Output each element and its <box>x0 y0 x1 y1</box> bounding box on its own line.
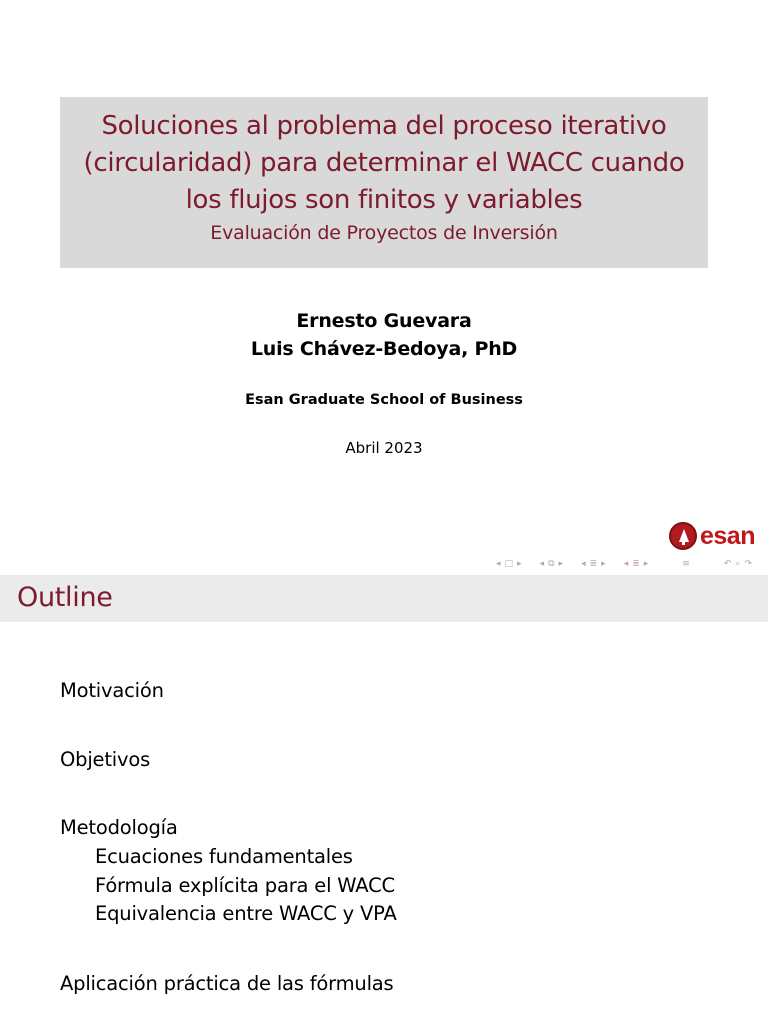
outline-slide <box>0 575 768 1024</box>
authors <box>0 307 768 363</box>
beamer-navigation-bar <box>496 557 762 571</box>
nav-left-arrow-icon[interactable]: ◂ <box>581 559 586 569</box>
nav-frame-icon[interactable]: □ <box>504 559 514 569</box>
nav-redo-icon[interactable]: ↷ <box>744 559 752 569</box>
toc-subsection-ecuaciones[interactable]: Ecuaciones fundamentales <box>95 845 353 868</box>
toc-section-motivacion[interactable]: Motivación <box>60 679 164 702</box>
toc-section-aplicacion[interactable]: Aplicación práctica de las fórmulas <box>60 972 394 995</box>
toc-subsection-equivalencia[interactable]: Equivalencia entre WACC y VPA <box>95 902 397 925</box>
nav-right-arrow-icon[interactable]: ▸ <box>601 559 606 569</box>
nav-search-icon[interactable]: ⌕ <box>735 559 741 569</box>
presentation-date: Abril 2023 <box>345 439 423 457</box>
esan-seal-icon <box>669 522 697 550</box>
frame-title-bar <box>0 575 768 622</box>
logo-wordmark: esan <box>700 521 755 550</box>
nav-right-arrow-icon[interactable]: ▸ <box>643 559 649 569</box>
title-line-1: Soluciones al problema del proceso iterativo <box>101 111 667 141</box>
institute: Esan Graduate School of Business <box>245 392 523 408</box>
toc-subsection-formula[interactable]: Fórmula explícita para el WACC <box>95 874 395 897</box>
nav-right-arrow-icon[interactable]: ▸ <box>558 559 564 569</box>
frame-title: Outline <box>17 582 113 613</box>
toc-section-objetivos[interactable]: Objetivos <box>60 748 151 771</box>
nav-undo-icon[interactable]: ↶ <box>723 559 732 569</box>
nav-left-arrow-icon[interactable]: ◂ <box>623 559 629 569</box>
presentation-subtitle: Evaluación de Proyectos de Inversión <box>210 222 558 244</box>
title-box <box>60 97 708 268</box>
nav-left-arrow-icon[interactable]: ◂ <box>539 559 545 569</box>
presentation-title <box>60 108 708 219</box>
nav-section-icon[interactable]: ≣ <box>589 559 598 569</box>
nav-align-icon[interactable]: ≡ <box>682 559 690 569</box>
title-line-2: (circularidad) para determinar el WACC cuando <box>83 148 685 178</box>
title-line-3: los flujos son finitos y variables <box>185 185 583 215</box>
author-1: Ernesto Guevara <box>296 310 472 332</box>
nav-left-arrow-icon[interactable]: ◂ <box>496 559 501 569</box>
nav-right-arrow-icon[interactable]: ▸ <box>517 559 522 569</box>
author-2: Luis Chávez-Bedoya, PhD <box>250 338 518 360</box>
toc-section-metodologia[interactable]: Metodología <box>60 816 178 839</box>
nav-subsection-icon[interactable]: ⧉ <box>548 559 555 569</box>
esan-logo <box>669 520 755 552</box>
nav-section-icon[interactable]: ≣ <box>632 559 640 569</box>
